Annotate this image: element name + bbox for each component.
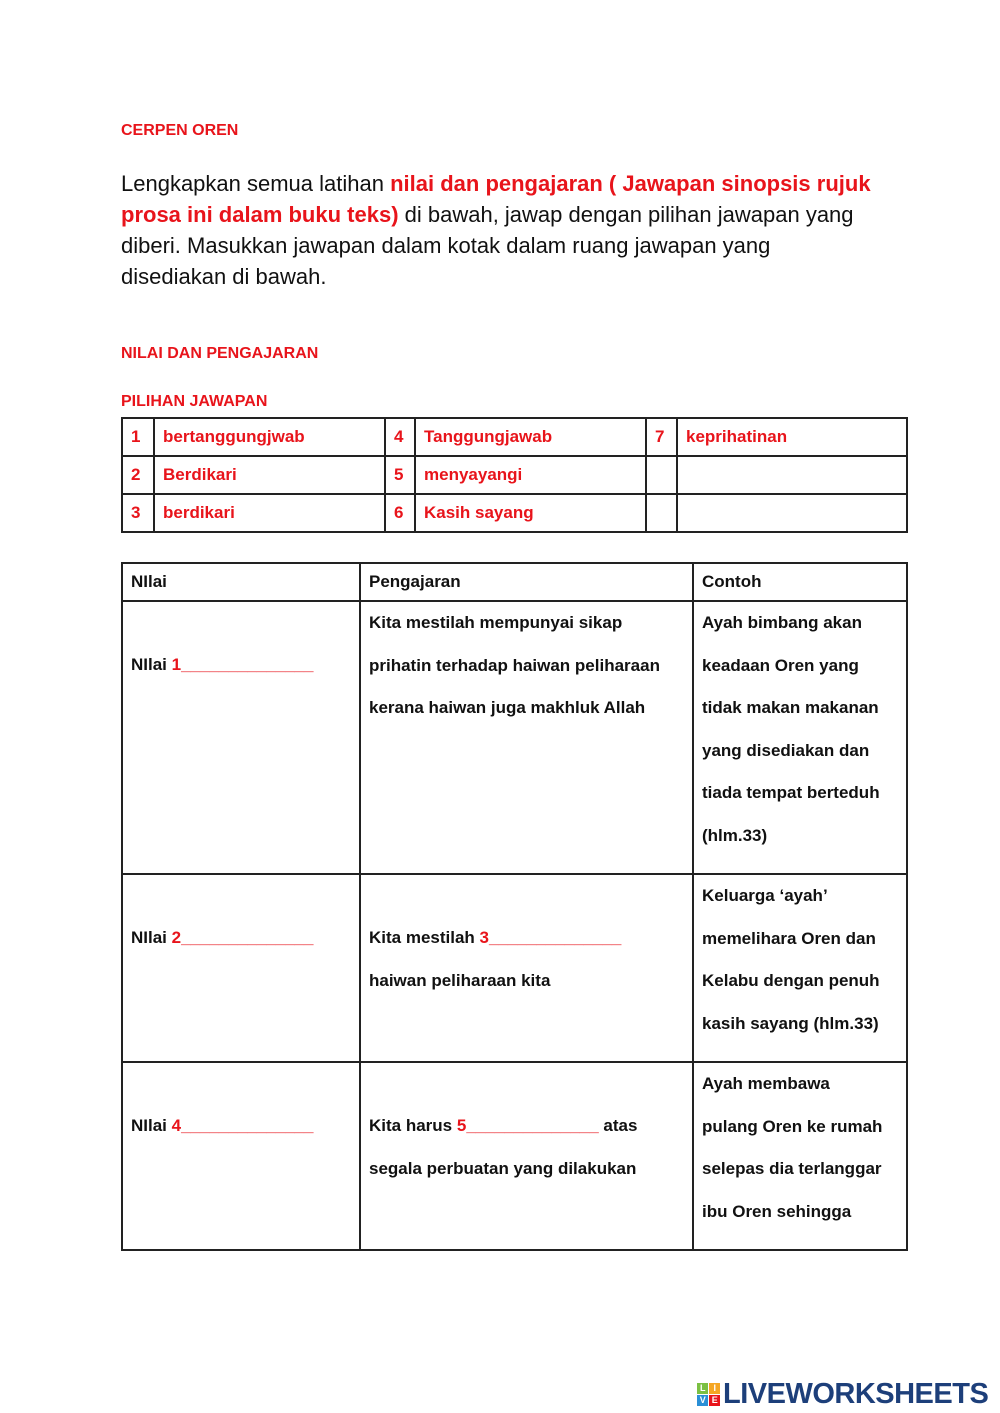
- choice-text: menyayangi: [415, 456, 646, 494]
- answer-blank-5[interactable]: 5______________: [456, 1116, 599, 1135]
- answer-choices-table: [121, 417, 908, 533]
- table-row: [122, 601, 907, 874]
- table-header-row: [122, 563, 907, 601]
- answer-blank-3[interactable]: 3______________: [479, 928, 622, 947]
- choice-number: 2: [122, 456, 154, 494]
- choice-number: 7: [646, 418, 677, 456]
- choice-text: Tanggungjawab: [415, 418, 646, 456]
- intro-text-2: di bawah, jawap dengan pilihan jawapan yang diberi. Masukkan jawapan dalam kotak dalam ruang jawapan yang disediakan di bawah.: [121, 202, 854, 289]
- choice-number: 5: [385, 456, 415, 494]
- nilai-cell: NIlai 4______________: [122, 1062, 360, 1250]
- choice-row: [122, 418, 907, 456]
- liveworksheets-logo: [697, 1378, 988, 1411]
- title: CERPEN OREN: [121, 122, 239, 139]
- contoh-cell: Ayah bimbang akan keadaan Oren yang tidak makan makanan yang disediakan dan tiada tempat berteduh (hlm.33): [693, 601, 907, 874]
- choice-text: Berdikari: [154, 456, 385, 494]
- choice-text: [677, 456, 907, 494]
- choice-number: [646, 456, 677, 494]
- contoh-cell: Ayah membawa pulang Oren ke rumah selepas dia terlanggar ibu Oren sehingga: [693, 1062, 907, 1250]
- logo-text: LIVEWORKSHEETS: [723, 1378, 989, 1410]
- pengajaran-cell: Kita harus 5______________ atas segala perbuatan yang dilakukan: [360, 1062, 693, 1250]
- nilai-cell: NIlai 2______________: [122, 874, 360, 1062]
- choice-text: Kasih sayang: [415, 494, 646, 532]
- answer-blank-2[interactable]: 2______________: [171, 928, 314, 947]
- choice-number: 1: [122, 418, 154, 456]
- header-nilai: NIlai: [122, 563, 360, 601]
- intro-text: Lengkapkan semua latihan: [121, 171, 391, 196]
- choice-row: [122, 494, 907, 532]
- table-row: [122, 1062, 907, 1250]
- choice-number: 4: [385, 418, 415, 456]
- choice-text: bertanggungjwab: [154, 418, 385, 456]
- section-heading: NILAI DAN PENGAJARAN: [121, 345, 319, 362]
- table-row: [122, 874, 907, 1062]
- intro-highlight: nilai dan pengajaran ( Jawapan sinopsis rujuk prosa ini dalam buku teks): [121, 171, 871, 227]
- values-table: [121, 562, 908, 1251]
- choice-number: 3: [122, 494, 154, 532]
- choice-text: [677, 494, 907, 532]
- choices-heading: PILIHAN JAWAPAN: [121, 393, 268, 410]
- header-pengajaran: Pengajaran: [360, 563, 693, 601]
- answer-blank-1[interactable]: 1______________: [171, 655, 314, 674]
- choice-row: [122, 456, 907, 494]
- choice-text: keprihatinan: [677, 418, 907, 456]
- contoh-cell: Keluarga ‘ayah’ memelihara Oren dan Kelabu dengan penuh kasih sayang (hlm.33): [693, 874, 907, 1062]
- choice-text: berdikari: [154, 494, 385, 532]
- logo-icon: L I V E: [697, 1383, 720, 1406]
- choice-number: 6: [385, 494, 415, 532]
- nilai-cell: NIlai 1______________: [122, 601, 360, 874]
- choice-number: [646, 494, 677, 532]
- pengajaran-cell: Kita mestilah mempunyai sikap prihatin terhadap haiwan peliharaan kerana haiwan juga makhluk Allah: [360, 601, 693, 874]
- header-contoh: Contoh: [693, 563, 907, 601]
- pengajaran-cell: Kita mestilah 3______________ haiwan peliharaan kita: [360, 874, 693, 1062]
- instructions: [121, 168, 881, 292]
- answer-blank-4[interactable]: 4______________: [171, 1116, 314, 1135]
